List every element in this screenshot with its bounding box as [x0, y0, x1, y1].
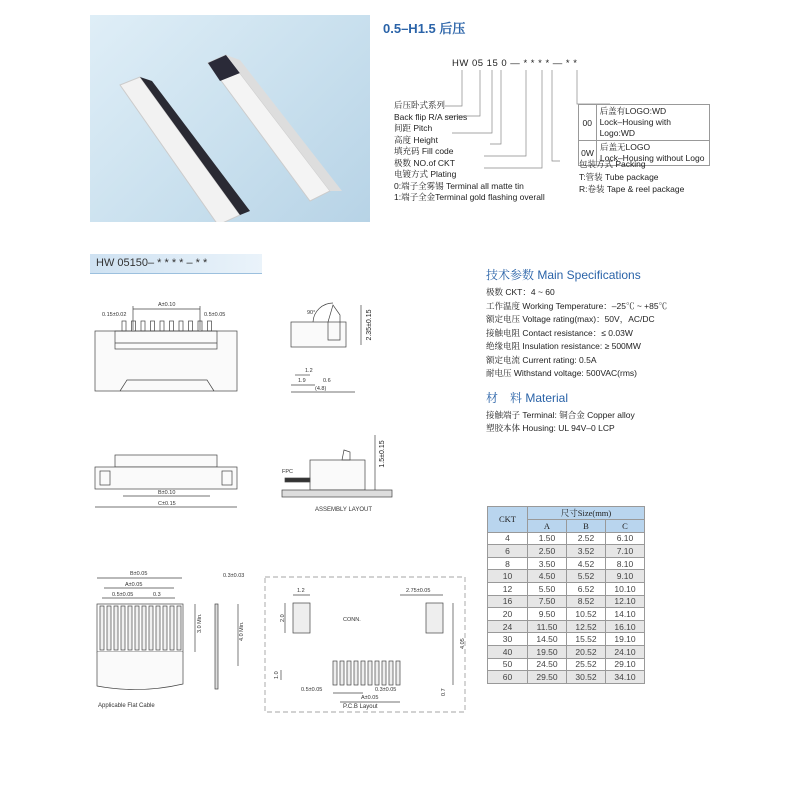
cable-conductor — [142, 606, 146, 650]
table-cell: 5.52 — [567, 570, 606, 583]
table-cell: 7.50 — [528, 595, 567, 608]
table-row — [488, 570, 645, 583]
spec-item: 额定电压 Voltage rating(max)：50V，AC/DC — [486, 314, 655, 324]
spec-item: 工作温度 Working Temperature：–25℃ ~ +85℃ — [486, 300, 668, 311]
table-cell: 60 — [488, 671, 528, 684]
table-cell: 6.52 — [567, 582, 606, 595]
table-row — [488, 532, 645, 545]
table-cell: 29.10 — [606, 658, 645, 671]
cable-conductor — [100, 606, 104, 650]
terminal-pin — [170, 321, 174, 331]
pcb-dim-pitch: 0.5±0.05 — [301, 687, 323, 693]
series-legend — [394, 100, 545, 204]
table-cell: 16 — [488, 595, 528, 608]
table-cell: 20.52 — [567, 645, 606, 658]
pcb-dim-h2: 4.05 — [460, 638, 466, 649]
pcb-dim-h4: 0.7 — [441, 688, 447, 696]
legend-plating-1: 1:端子全金Terminal gold flashing overall — [394, 192, 545, 202]
table-row — [488, 633, 645, 646]
table-cell: 29.50 — [528, 671, 567, 684]
pcb-pad — [340, 661, 344, 685]
table-cell: 16.10 — [606, 620, 645, 633]
cable-conductor — [121, 606, 125, 650]
cable-dim-a: A±0.05 — [125, 582, 143, 588]
table-cell: 30.52 — [567, 671, 606, 684]
logo-option: 0W 后盖无LOGO Lock–Housing without Logo — [579, 141, 709, 165]
dim-d2: 1.9 — [298, 378, 306, 384]
terminal-pin — [208, 321, 212, 331]
spec-item: 耐电压 Withstand voltage: 500VAC(rms) — [486, 368, 637, 378]
side-view-drawing — [285, 300, 380, 400]
cable-conductor — [163, 606, 167, 650]
table-cell: 3.50 — [528, 557, 567, 570]
table-cell: 2.52 — [567, 532, 606, 545]
table-cell: 1.50 — [528, 532, 567, 545]
product-photo — [90, 15, 370, 222]
front-view-drawing — [90, 295, 250, 395]
table-header-a: A — [528, 520, 567, 533]
table-cell: 4 — [488, 532, 528, 545]
legend-plating-0: 0:端子全雾锡 Terminal all matte tin — [394, 180, 524, 191]
dim-b: B±0.10 — [158, 490, 176, 496]
table-cell: 8 — [488, 557, 528, 570]
table-cell: 4.50 — [528, 570, 567, 583]
connector-photo-illustration — [90, 15, 370, 222]
spec-item: 额定电流 Current rating: 0.5A — [486, 354, 597, 365]
size-table — [487, 506, 645, 684]
pcb-dim-d1: 1.2 — [297, 588, 305, 594]
spec-item: 绝缘电阻 Insulation resistance: ≥ 500MW — [486, 341, 641, 351]
table-cell: 8.52 — [567, 595, 606, 608]
legend-plating: 电镀方式 Plating — [394, 169, 457, 179]
pcb-pad — [368, 661, 372, 685]
table-cell: 50 — [488, 658, 528, 671]
pcb-layout-drawing — [263, 575, 468, 715]
assembly-layout-drawing — [280, 430, 400, 515]
table-cell: 12.10 — [606, 595, 645, 608]
cable-conductor — [156, 606, 160, 650]
table-row — [488, 620, 645, 633]
cable-dim-b: B±0.05 — [130, 571, 148, 577]
table-cell: 12.52 — [567, 620, 606, 633]
cable-dim-thickness: 0.3±0.03 — [223, 573, 245, 579]
table-cell: 6 — [488, 545, 528, 558]
table-cell: 3.52 — [567, 545, 606, 558]
table-cell: 24 — [488, 620, 528, 633]
pcb-dim-d2: 2.75±0.05 — [406, 588, 431, 594]
terminal-pin — [160, 321, 164, 331]
dim-angle: 90° — [307, 310, 316, 316]
table-cell: 10 — [488, 570, 528, 583]
product-title: 0.5–H1.5 后压 — [383, 21, 466, 36]
dim-d4: (4.8) — [315, 386, 327, 392]
pcb-pad — [361, 661, 365, 685]
logo-options-box — [578, 104, 710, 166]
table-cell: 5.50 — [528, 582, 567, 595]
assembly-caption: ASSEMBLY LAYOUT — [315, 507, 373, 513]
pcb-pad — [354, 661, 358, 685]
table-cell: 8.10 — [606, 557, 645, 570]
cable-conductor — [149, 606, 153, 650]
pcb-pad — [375, 661, 379, 685]
table-row — [488, 595, 645, 608]
terminal-pin — [132, 321, 136, 331]
legend-ckt: 极数 NO.of CKT — [394, 157, 455, 168]
logo-option: 00 后盖有LOGO:WD Lock–Housing with Logo:WD — [579, 105, 709, 141]
dim-height: 2.35±0.15 — [366, 309, 373, 341]
table-row — [488, 645, 645, 658]
dim-a: A±0.10 — [158, 302, 176, 308]
part-number-code: HW 05 15 0 — * * * * — * * — [452, 58, 578, 69]
table-cell: 6.10 — [606, 532, 645, 545]
dim-c: C±0.15 — [158, 501, 176, 507]
table-header-size: 尺寸Size(mm) — [528, 507, 645, 520]
table-cell: 25.52 — [567, 658, 606, 671]
cable-conductor — [107, 606, 111, 650]
cable-caption: Applicable Flat Cable — [98, 703, 155, 709]
dim-assembly-height: 1.5±0.15 — [379, 440, 386, 468]
specs-title: 技术参数 Main Specifications — [486, 268, 641, 282]
pcb-pad — [389, 661, 393, 685]
table-cell: 30 — [488, 633, 528, 646]
table-cell: 24.10 — [606, 645, 645, 658]
table-cell: 14.10 — [606, 608, 645, 621]
table-cell: 9.50 — [528, 608, 567, 621]
table-cell: 12 — [488, 582, 528, 595]
terminal-pin — [189, 321, 193, 331]
dim-pitch: 0.5±0.05 — [204, 312, 226, 318]
table-cell: 19.10 — [606, 633, 645, 646]
cable-dim-length2: 4.0 Min. — [239, 621, 245, 641]
cable-conductor — [177, 606, 181, 650]
dim-d3: 0.6 — [323, 378, 331, 384]
pcb-caption: P.C.B Layout — [343, 704, 378, 710]
cable-conductor — [135, 606, 139, 650]
table-cell: 14.50 — [528, 633, 567, 646]
cable-conductor — [128, 606, 132, 650]
pcb-pad — [333, 661, 337, 685]
terminal-pin — [122, 321, 126, 331]
material-title: 材 料 Material — [486, 390, 569, 405]
pcb-conn-label: CONN. — [343, 617, 361, 623]
table-cell: 20 — [488, 608, 528, 621]
spec-item: 接触电阻 Contact resistance：≤ 0.03W — [486, 327, 633, 338]
pcb-pad — [396, 661, 400, 685]
dim-d1: 1.2 — [305, 368, 313, 374]
table-header-c: C — [606, 520, 645, 533]
cable-conductor — [170, 606, 174, 650]
pcb-pad — [347, 661, 351, 685]
table-cell: 19.50 — [528, 645, 567, 658]
legend-series-cn: 后压卧式系列 — [394, 100, 446, 110]
table-cell: 10.52 — [567, 608, 606, 621]
table-header-ckt: CKT — [488, 507, 528, 533]
table-row — [488, 582, 645, 595]
flat-cable-drawing — [90, 566, 260, 716]
dim-pitch-width: 0.15±0.02 — [102, 312, 127, 318]
packing-legend: 包装方式 Packing T:管装 Tube package R:卷装 Tape & reel package — [579, 159, 685, 194]
table-cell: 34.10 — [606, 671, 645, 684]
table-row — [488, 608, 645, 621]
pcb-dim-width: 0.3±0.05 — [375, 687, 397, 693]
table-row — [488, 671, 645, 684]
legend-height: 高度 Height — [394, 134, 438, 145]
spec-item: 极数 CKT：4 ~ 60 — [486, 287, 555, 297]
table-cell: 9.10 — [606, 570, 645, 583]
pcb-pad — [382, 661, 386, 685]
material-item: 接触端子 Terminal: 铜合金 Copper alloy — [486, 409, 635, 420]
cable-dim-pitch: 0.5±0.05 — [112, 592, 134, 598]
material-item: 塑胶本体 Housing: UL 94V–0 LCP — [486, 423, 615, 433]
pcb-dim-h3: 1.0 — [274, 671, 280, 679]
pcb-dim-a: A±0.05 — [361, 695, 379, 701]
legend-fill-code: 填充码 Fill code — [394, 146, 454, 156]
terminal-pin — [141, 321, 145, 331]
cable-conductor — [114, 606, 118, 650]
bottom-view-drawing — [90, 447, 250, 512]
pcb-dim-h1: 2.0 — [280, 614, 286, 622]
table-cell: 11.50 — [528, 620, 567, 633]
table-row — [488, 658, 645, 671]
legend-series-en: Back flip R/A series — [394, 111, 468, 122]
table-cell: 7.10 — [606, 545, 645, 558]
table-cell: 40 — [488, 645, 528, 658]
cable-dim-length: 3.0 Min. — [197, 613, 203, 633]
section-header: HW 05150– * * * * – * * — [90, 254, 262, 273]
cable-dim-width: 0.3 — [153, 592, 161, 598]
table-cell: 24.50 — [528, 658, 567, 671]
divider — [90, 273, 262, 274]
legend-pitch: 间距 Pitch — [394, 123, 433, 133]
table-cell: 10.10 — [606, 582, 645, 595]
table-cell: 2.50 — [528, 545, 567, 558]
table-cell: 15.52 — [567, 633, 606, 646]
terminal-pin — [151, 321, 155, 331]
fpc-label: FPC — [282, 469, 293, 475]
main-specifications — [486, 266, 667, 436]
table-row — [488, 557, 645, 570]
terminal-pin — [179, 321, 183, 331]
table-row — [488, 545, 645, 558]
table-header-b: B — [567, 520, 606, 533]
table-cell: 4.52 — [567, 557, 606, 570]
